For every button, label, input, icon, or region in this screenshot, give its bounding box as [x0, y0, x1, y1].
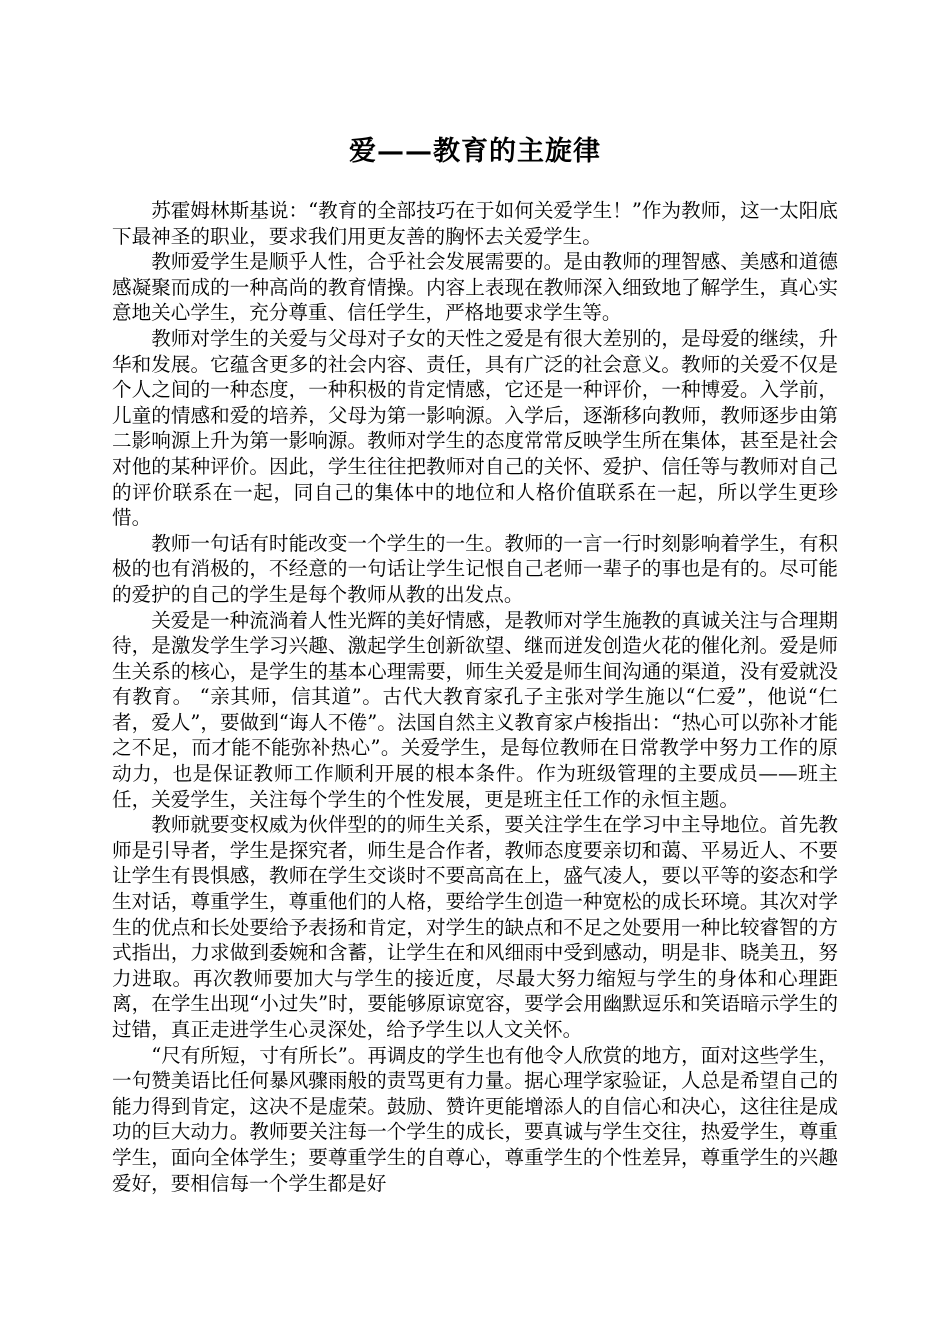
document-body: [112, 198, 838, 1196]
paragraph-7: “尺有所短，寸有所长”。再调皮的学生也有他令人欣赏的地方，面对这些学生，一句赞美语比任何暴风骤雨般的责骂更有力量。据心理学家验证，人总是希望自己的能力得到肯定，这决不是虚荣。鼓励、赞许更能增添人的自信心和决心，这往往是成功的巨大动力。教师要关注每一个学生的成长，要真诚与学生交往，热爱学生，尊重学生，面向全体学生；要尊重学生的自尊心，尊重学生的个性差异，尊重学生的兴趣爱好，要相信每一个学生都是好: [112, 1043, 838, 1195]
document-title: 爱——教育的主旋律: [349, 136, 601, 167]
paragraph-5: 关爱是一种流淌着人性光辉的美好情感，是教师对学生施教的真诚关注与合理期待，是激发学生学习兴趣、激起学生创新欲望、继而迸发创造火花的催化剂。爱是师生关系的核心，是学生的基本心理需要，师生关爱是师生间沟通的渠道，没有爱就没有教育。 “亲其师，信其道”。古代大教育家孔子主张对学生施以“仁爱”，他说“仁者，爱人”，要做到“诲人不倦”。法国自然主义教育家卢梭指出：“热心可以弥补才能之不足，而才能不能弥补热心”。关爱学生，是每位教师在日常教学中努力工作的原动力，也是保证教师工作顺利开展的根本条件。作为班级管理的主要成员——班主任，关爱学生，关注每个学生的个性发展，更是班主任工作的永恒主题。: [112, 608, 838, 811]
paragraph-4: 教师一句话有时能改变一个学生的一生。教师的一言一行时刻影响着学生，有积极的也有消极的，不经意的一句话让学生记恨自己老师一辈子的事也是有的。尽可能的爱护的自己的学生是每个教师从教的出发点。: [112, 531, 838, 606]
paragraph-2: 教师爱学生是顺乎人性，合乎社会发展需要的。是由教师的理智感、美感和道德感凝聚而成的一种高尚的教育情操。内容上表现在教师深入细致地了解学生，真心实意地关心学生，充分尊重、信任学生，严格地要求学生等。: [112, 250, 838, 325]
paragraph-3: 教师对学生的关爱与父母对子女的天性之爱是有很大差别的，是母爱的继续，升华和发展。它蕴含更多的社会内容、责任，具有广泛的社会意义。教师的关爱不仅是个人之间的一种态度，一种积极的肯定情感，它还是一种评价，一种博爱。入学前，儿童的情感和爱的培养，父母为第一影响源。入学后，逐渐移向教师，教师逐步由第二影响源上升为第一影响源。教师对学生的态度常常反映学生所在集体，甚至是社会对他的某种评价。因此，学生往往把教师对自己的关怀、爱护、信任等与教师对自己的评价联系在一起，同自己的集体中的地位和人格价值联系在一起，所以学生更珍惜。: [112, 326, 838, 530]
paragraph-6: 教师就要变权威为伙伴型的的师生关系，要关注学生在学习中主导地位。首先教师是引导者，学生是探究者，师生是合作者，教师态度要亲切和蔼、平易近人、不要让学生有畏惧感，教师在学生交谈时不要高高在上，盛气凌人，要以平等的姿态和学生对话，尊重学生，尊重他们的人格，要给学生创造一种宽松的成长环境。其次对学生的优点和长处要给予表扬和肯定，对学生的缺点和不足之处要用一种比较睿智的方式指出，力求做到委婉和含蓄，让学生在和风细雨中受到感动，明是非、晓美丑，努力进取。再次教师要加大与学生的接近度，尽最大努力缩短与学生的身体和心理距离，在学生出现“小过失”时，要能够原谅宽容，要学会用幽默逗乐和笑语暗示学生的过错，真正走进学生心灵深处，给予学生以人文关怀。: [112, 813, 838, 1041]
paragraph-1: 苏霍姆林斯基说：“教育的全部技巧在于如何关爱学生！”作为教师，这一太阳底下最神圣的职业，要求我们用更友善的胸怀去关爱学生。: [112, 199, 838, 248]
